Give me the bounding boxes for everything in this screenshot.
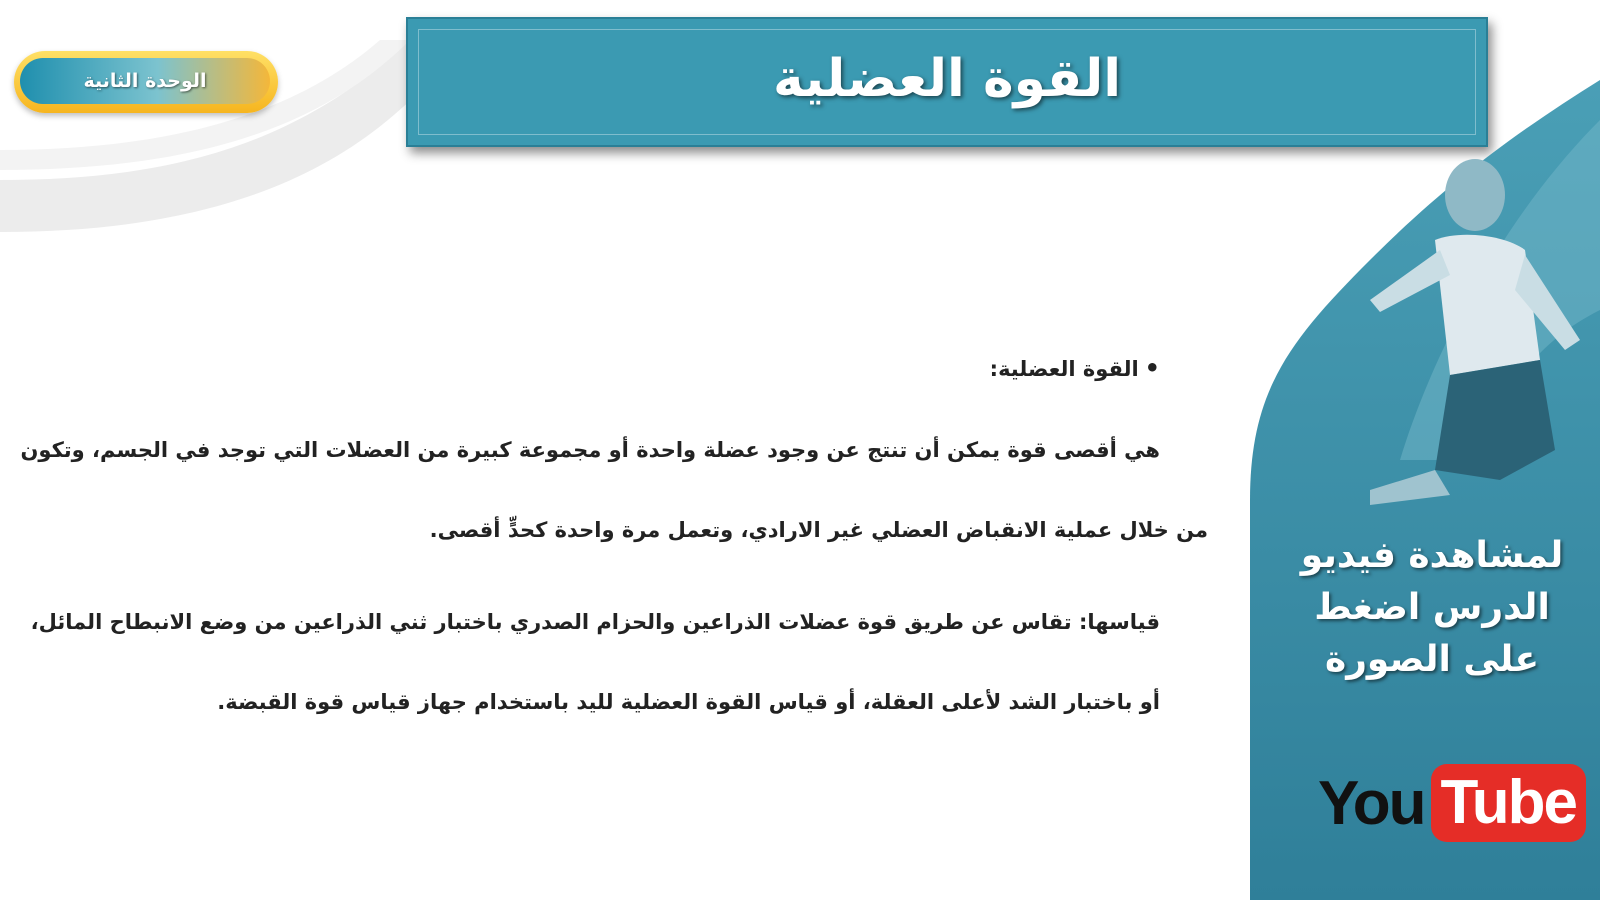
definition-line-1: هي أقصى قوة يمكن أن تنتج عن وجود عضلة واحدة أو مجموعة كبيرة من العضلات التي توجد في الجسم، وتكون	[20, 438, 1160, 462]
content-heading	[990, 354, 1160, 382]
youtube-logo-tube: Tube	[1431, 764, 1587, 842]
unit-badge-label: الوحدة الثانية	[20, 58, 270, 104]
watch-video-text[interactable]: لمشاهدة فيديو الدرس اضغط على الصورة	[1300, 535, 1564, 680]
running-athlete-icon[interactable]	[1340, 150, 1590, 510]
measurement-line-2: أو باختبار الشد لأعلى العقلة، أو قياس القوة العضلية لليد باستخدام جهاز قياس قوة القبضة.	[217, 690, 1160, 714]
content-heading-text: القوة العضلية:	[989, 357, 1139, 381]
bullet-icon: •	[1144, 354, 1160, 382]
youtube-logo[interactable]	[1318, 762, 1586, 844]
definition-line-2: من خلال عملية الانقباض العضلي غير الارادي، وتعمل مرة واحدة كحدٍّ أقصى.	[429, 518, 1208, 542]
unit-badge	[14, 51, 278, 113]
youtube-logo-you: You	[1318, 768, 1425, 838]
page-title: القوة العضلية	[772, 49, 1122, 109]
measurement-line-1: قياسها: تقاس عن طريق قوة عضلات الذراعين والحزام الصدري باختبار ثني الذراعين من وضع الانبطاح المائل،	[30, 610, 1160, 634]
